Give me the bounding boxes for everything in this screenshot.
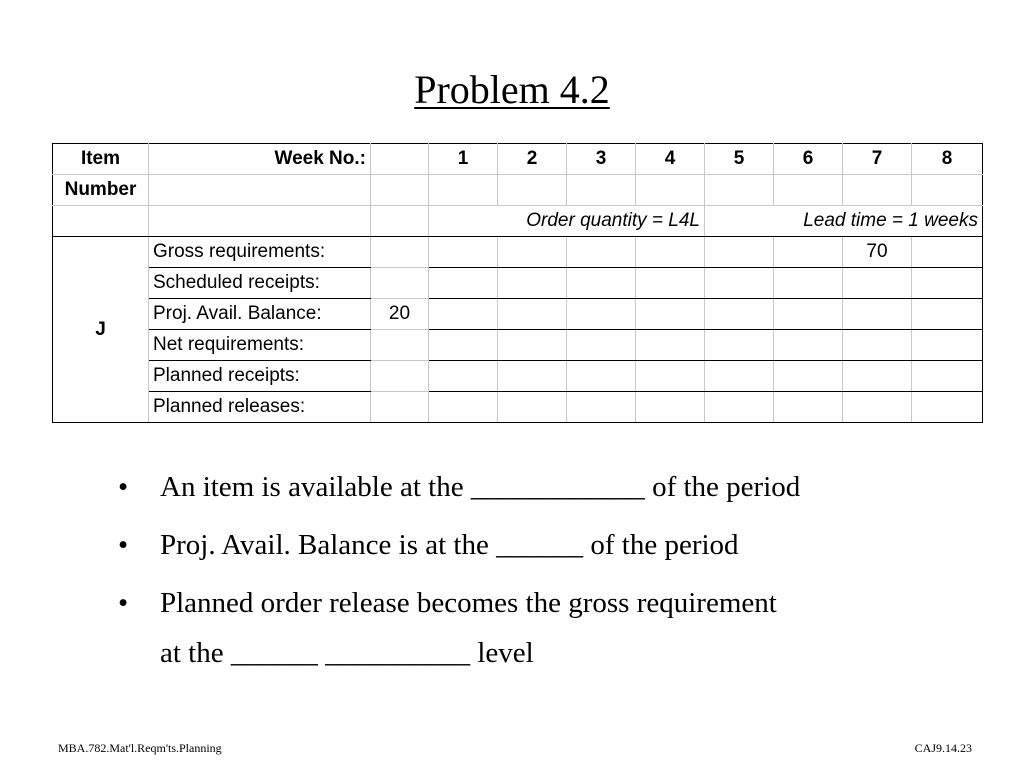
week-value-cell bbox=[498, 299, 567, 330]
table-row bbox=[53, 392, 983, 423]
week-value-cell bbox=[705, 361, 774, 392]
bullet-item bbox=[118, 520, 958, 570]
week-value-cell bbox=[429, 361, 498, 392]
week-value-cell bbox=[636, 237, 705, 268]
slide-title bbox=[0, 64, 1024, 116]
week-value-cell bbox=[636, 361, 705, 392]
slide-title-text: Problem 4.2 bbox=[414, 67, 610, 112]
empty-cell bbox=[705, 175, 774, 206]
week-value-cell bbox=[567, 392, 636, 423]
initial-value-cell bbox=[371, 330, 429, 361]
table-row bbox=[53, 361, 983, 392]
initial-value-cell bbox=[371, 237, 429, 268]
week-value-cell bbox=[567, 299, 636, 330]
row-label: Planned receipts: bbox=[149, 361, 371, 392]
empty-cell bbox=[429, 175, 498, 206]
week-value-cell bbox=[705, 392, 774, 423]
bullet-dot-icon: • bbox=[118, 529, 129, 561]
empty-cell bbox=[912, 175, 983, 206]
header-row bbox=[53, 144, 983, 175]
item-header: Item bbox=[53, 144, 149, 175]
empty-cell bbox=[567, 175, 636, 206]
week-3-header: 3 bbox=[567, 144, 636, 175]
week-6-header: 6 bbox=[774, 144, 843, 175]
row-label: Gross requirements: bbox=[149, 237, 371, 268]
initial-value-cell: 20 bbox=[371, 299, 429, 330]
week-value-cell bbox=[912, 330, 983, 361]
empty-cell bbox=[149, 175, 371, 206]
week-8-header: 8 bbox=[912, 144, 983, 175]
week-value-cell bbox=[498, 268, 567, 299]
week-value-cell bbox=[567, 237, 636, 268]
week-value-cell bbox=[912, 237, 983, 268]
bullet-text: Planned order release becomes the gross requirement bbox=[160, 587, 777, 619]
week-5-header: 5 bbox=[705, 144, 774, 175]
footer-course-id: MBA.782.Mat'l.Reqm'ts.Planning bbox=[58, 741, 222, 755]
mrp-table bbox=[52, 143, 983, 423]
week-value-cell bbox=[774, 392, 843, 423]
week-value-cell bbox=[429, 268, 498, 299]
bullet-item bbox=[118, 462, 958, 512]
footer-slide-id: CAJ9.14.23 bbox=[914, 741, 972, 755]
week-value-cell bbox=[705, 299, 774, 330]
table-row bbox=[53, 237, 983, 268]
bullet-text: An item is available at the ____________ of the period bbox=[160, 471, 801, 503]
week-value-cell bbox=[498, 237, 567, 268]
week-value-cell bbox=[429, 237, 498, 268]
bullet-dot-icon: • bbox=[118, 587, 129, 619]
week-value-cell bbox=[567, 361, 636, 392]
week-value-cell bbox=[843, 268, 912, 299]
week-value-cell bbox=[429, 392, 498, 423]
empty-cell bbox=[149, 206, 371, 237]
bullet-text: Proj. Avail. Balance is at the ______ of the period bbox=[160, 529, 739, 561]
week-value-cell bbox=[705, 268, 774, 299]
week-value-cell bbox=[843, 330, 912, 361]
week-value-cell bbox=[636, 392, 705, 423]
initial-value-cell bbox=[371, 392, 429, 423]
item-number-cell: J bbox=[53, 237, 149, 423]
week-value-cell bbox=[636, 299, 705, 330]
week-value-cell bbox=[498, 392, 567, 423]
table-row bbox=[53, 299, 983, 330]
week-value-cell bbox=[567, 268, 636, 299]
week-value-cell bbox=[843, 392, 912, 423]
week-value-cell bbox=[498, 361, 567, 392]
week-value-cell bbox=[636, 330, 705, 361]
row-label: Planned releases: bbox=[149, 392, 371, 423]
number-row bbox=[53, 175, 983, 206]
initial-value-cell bbox=[371, 268, 429, 299]
week-4-header: 4 bbox=[636, 144, 705, 175]
order-quantity-cell: Order quantity = L4L bbox=[429, 206, 705, 237]
week-value-cell bbox=[774, 361, 843, 392]
week-value-cell bbox=[498, 330, 567, 361]
week-value-cell bbox=[774, 299, 843, 330]
bullet-item bbox=[118, 578, 958, 678]
bullet-list bbox=[118, 462, 958, 686]
empty-cell bbox=[371, 175, 429, 206]
week-value-cell bbox=[567, 330, 636, 361]
week-value-cell bbox=[843, 361, 912, 392]
empty-cell bbox=[53, 206, 149, 237]
empty-cell bbox=[636, 175, 705, 206]
week-value-cell bbox=[912, 299, 983, 330]
week-value-cell bbox=[429, 330, 498, 361]
table-row bbox=[53, 268, 983, 299]
week-value-cell bbox=[912, 361, 983, 392]
empty-cell bbox=[843, 175, 912, 206]
week-1-header: 1 bbox=[429, 144, 498, 175]
week-value-cell bbox=[774, 268, 843, 299]
blank-header-cell bbox=[371, 144, 429, 175]
week-value-cell bbox=[429, 299, 498, 330]
lead-time-cell: Lead time = 1 weeks bbox=[705, 206, 983, 237]
week-value-cell bbox=[636, 268, 705, 299]
row-label: Net requirements: bbox=[149, 330, 371, 361]
week-value-cell bbox=[912, 392, 983, 423]
params-row bbox=[53, 206, 983, 237]
empty-cell bbox=[498, 175, 567, 206]
bullet-text-continued: at the ______ __________ level bbox=[160, 637, 534, 669]
row-label: Scheduled receipts: bbox=[149, 268, 371, 299]
week-value-cell bbox=[912, 268, 983, 299]
row-label: Proj. Avail. Balance: bbox=[149, 299, 371, 330]
empty-cell bbox=[774, 175, 843, 206]
initial-value-cell bbox=[371, 361, 429, 392]
bullet-dot-icon: • bbox=[118, 471, 129, 503]
week-value-cell bbox=[705, 330, 774, 361]
week-7-header: 7 bbox=[843, 144, 912, 175]
week-value-cell bbox=[774, 330, 843, 361]
week-value-cell bbox=[843, 299, 912, 330]
week-value-cell bbox=[774, 237, 843, 268]
empty-cell bbox=[371, 206, 429, 237]
week-header: Week No.: bbox=[149, 144, 371, 175]
week-2-header: 2 bbox=[498, 144, 567, 175]
week-value-cell bbox=[705, 237, 774, 268]
week-value-cell: 70 bbox=[843, 237, 912, 268]
table-row bbox=[53, 330, 983, 361]
number-header: Number bbox=[53, 175, 149, 206]
